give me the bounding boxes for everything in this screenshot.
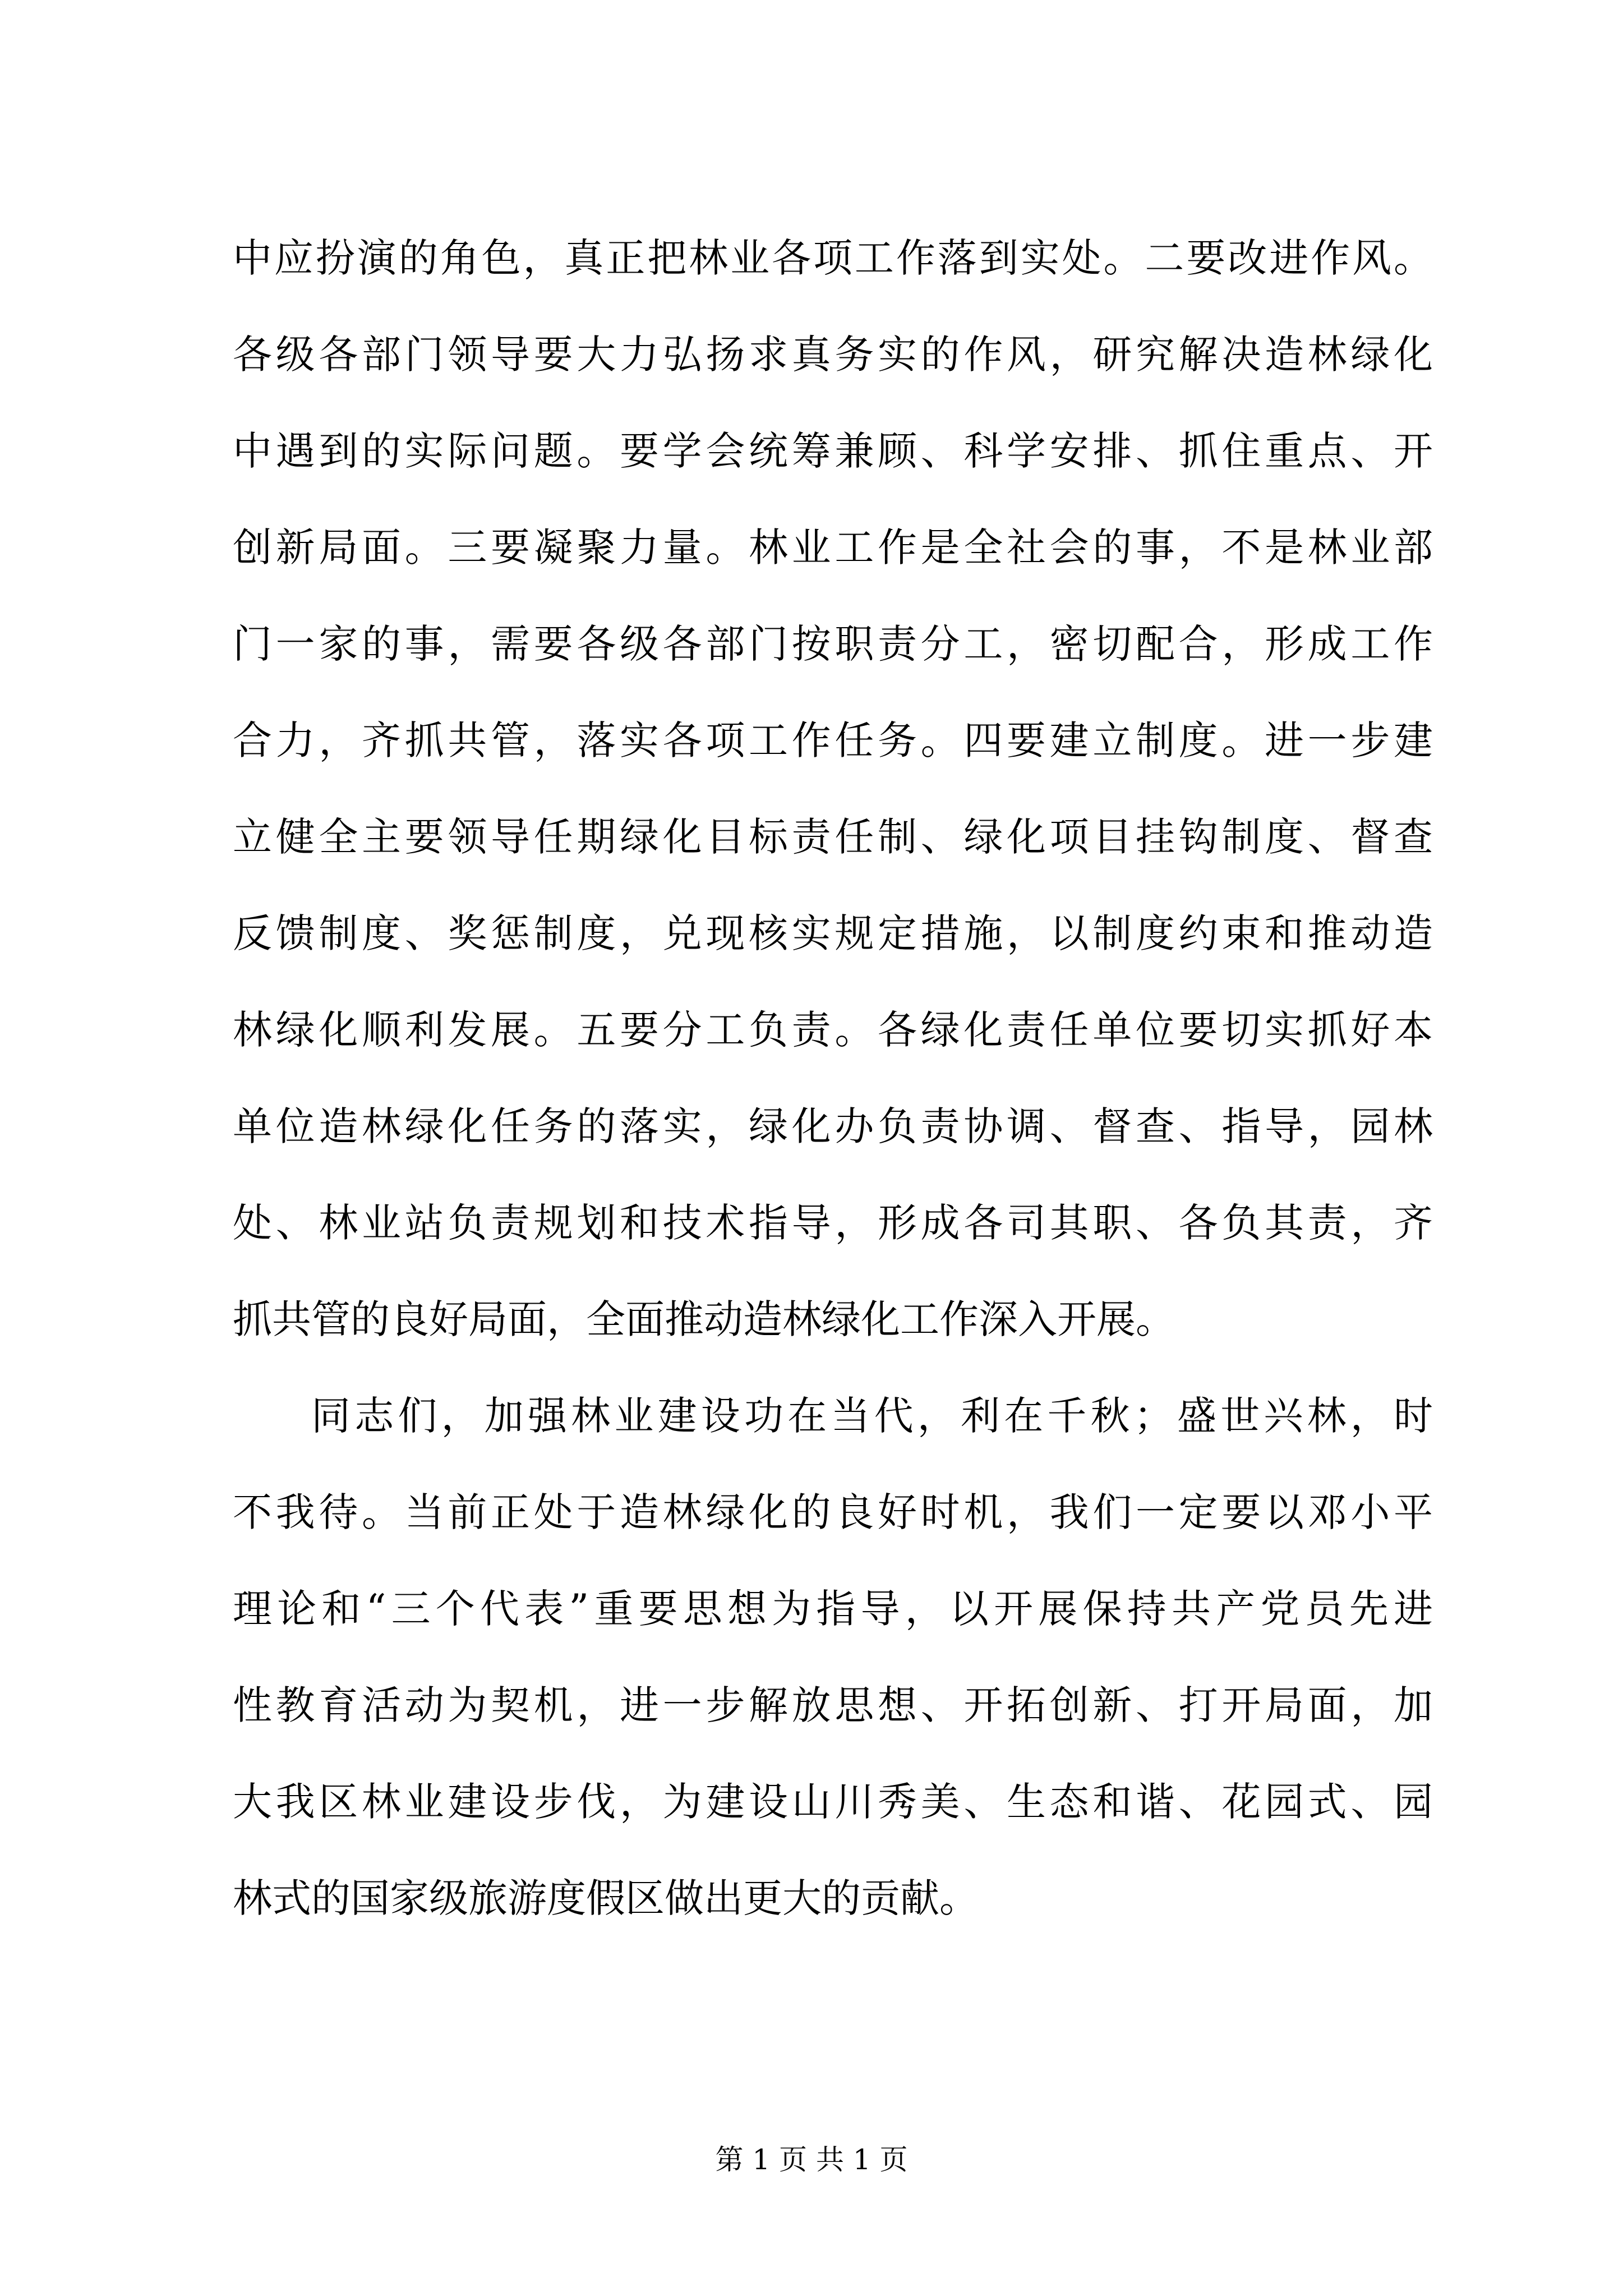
paragraph-first-line: 同志们，加强林业建设功在当代，利在千秋；盛世兴林，时 bbox=[311, 1393, 1437, 1439]
text-line: 立健全主要领导任期绿化目标责任制、绿化项目挂钩制度、督查 bbox=[233, 814, 1437, 860]
page-number-footer: 第 1 页 共 1 页 bbox=[715, 2143, 908, 2176]
text-line: 不我待。当前正处于造林绿化的良好时机，我们一定要以邓小平 bbox=[233, 1489, 1437, 1535]
text-line: 大我区林业建设步伐，为建设山川秀美、生态和谐、花园式、园 bbox=[233, 1779, 1437, 1825]
text-line: 理论和“三个代表”重要思想为指导，以开展保持共产党员先进 bbox=[233, 1586, 1438, 1632]
text-line: 中遇到的实际问题。要学会统筹兼顾、科学安排、抓住重点、开 bbox=[233, 428, 1437, 474]
text-line: 性教育活动为契机，进一步解放思想、开拓创新、打开局面，加 bbox=[233, 1682, 1437, 1728]
text-line: 创新局面。三要凝聚力量。林业工作是全社会的事，不是林业部 bbox=[233, 524, 1437, 570]
text-line: 林式的国家级旅游度假区做出更大的贡献。 bbox=[233, 1875, 979, 1921]
text-line: 中应扮演的角色，真正把林业各项工作落到实处。二要改进作风。 bbox=[233, 235, 1435, 281]
text-line: 门一家的事，需要各级各部门按职责分工，密切配合，形成工作 bbox=[233, 621, 1437, 667]
text-line: 处、林业站负责规划和技术指导，形成各司其职、各负其责，齐 bbox=[233, 1200, 1437, 1246]
text-line: 反馈制度、奖惩制度，兑现核实规定措施，以制度约束和推动造 bbox=[233, 910, 1437, 956]
text-line: 林绿化顺利发展。五要分工负责。各绿化责任单位要切实抓好本 bbox=[233, 1007, 1437, 1053]
text-line: 各级各部门领导要大力弘扬求真务实的作风，研究解决造林绿化 bbox=[233, 332, 1437, 378]
text-line: 抓共管的良好局面，全面推动造林绿化工作深入开展。 bbox=[233, 1296, 1175, 1342]
text-line: 合力，齐抓共管，落实各项工作任务。四要建立制度。进一步建 bbox=[233, 717, 1437, 763]
text-line: 单位造林绿化任务的落实，绿化办负责协调、督查、指导，园林 bbox=[233, 1103, 1437, 1149]
